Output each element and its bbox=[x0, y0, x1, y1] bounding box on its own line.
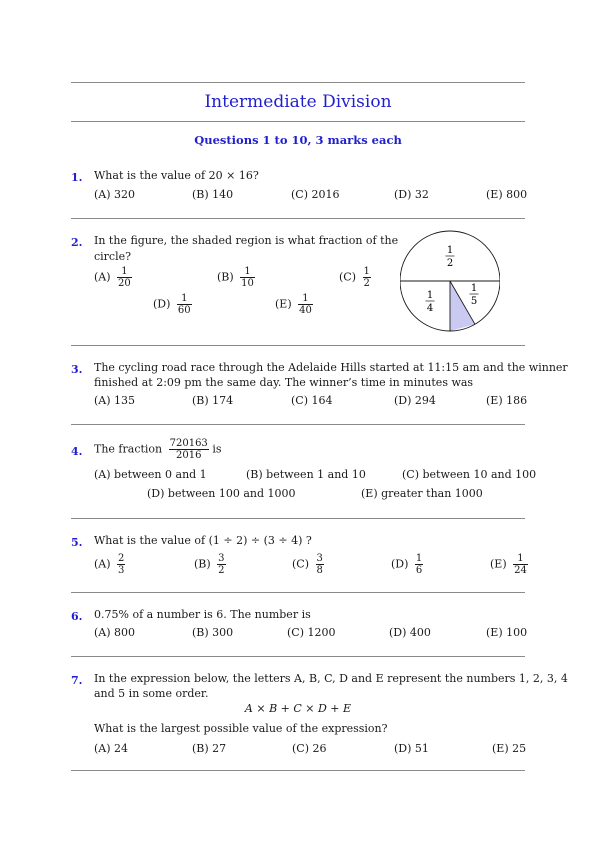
option-c[interactable]: (C) 1200 bbox=[287, 626, 336, 639]
option-e[interactable]: (E) 800 bbox=[486, 188, 528, 201]
option-c[interactable]: (C) 2016 bbox=[291, 188, 340, 201]
option-e[interactable]: (E) 186 bbox=[486, 394, 528, 407]
option-d[interactable]: (D) 51 bbox=[394, 742, 429, 755]
option-b[interactable] bbox=[194, 553, 226, 576]
option-e[interactable] bbox=[275, 293, 313, 316]
option-fraction bbox=[117, 553, 125, 576]
numerator: 2 bbox=[118, 553, 125, 564]
denominator: 2 bbox=[218, 565, 225, 576]
option-letter: (C) bbox=[292, 557, 309, 571]
option-letter: (B) bbox=[217, 270, 234, 284]
option-b[interactable]: (B) 174 bbox=[192, 394, 234, 407]
question-number: 6. bbox=[71, 610, 83, 623]
option-c[interactable] bbox=[292, 553, 324, 576]
half-label-den: 2 bbox=[446, 258, 454, 269]
option-fraction bbox=[513, 553, 528, 576]
numerator: 1 bbox=[302, 293, 309, 304]
denominator: 8 bbox=[316, 565, 323, 576]
option-letter: (E) bbox=[275, 297, 292, 311]
denominator: 2016 bbox=[169, 449, 209, 461]
denominator: 3 bbox=[118, 565, 125, 576]
denominator: 40 bbox=[299, 305, 312, 316]
numerator: 1 bbox=[181, 293, 188, 304]
option-c[interactable]: (C) 26 bbox=[292, 742, 327, 755]
circle-figure bbox=[400, 228, 500, 334]
option-c[interactable] bbox=[339, 266, 371, 289]
divider bbox=[71, 218, 525, 219]
denominator: 60 bbox=[177, 305, 191, 316]
option-letter: (D) bbox=[391, 557, 409, 571]
question-text-line-2: and 5 in some order. bbox=[94, 687, 209, 700]
numerator: 3 bbox=[316, 553, 323, 564]
option-letter: (A) bbox=[94, 557, 111, 571]
divider bbox=[71, 592, 525, 593]
divider bbox=[71, 345, 525, 346]
question-text: 0.75% of a number is 6. The number is bbox=[94, 608, 311, 621]
question-text-line-2: circle? bbox=[94, 250, 132, 263]
question-text-line-1: The cycling road race through the Adelaide Hills started at 11:15 am and the winner bbox=[94, 361, 568, 374]
fifth-label-den: 5 bbox=[470, 296, 478, 307]
section-subtitle: Questions 1 to 10, 3 marks each bbox=[194, 133, 402, 147]
denominator: 24 bbox=[514, 565, 527, 576]
question-number: 4. bbox=[71, 445, 83, 458]
option-a[interactable]: (A) 135 bbox=[94, 394, 136, 407]
numerator: 1 bbox=[121, 266, 128, 277]
title-rule bbox=[71, 121, 525, 122]
numerator: 1 bbox=[363, 266, 370, 277]
option-fraction bbox=[415, 553, 423, 576]
divider bbox=[71, 656, 525, 657]
half-label-num: 1 bbox=[446, 245, 454, 256]
option-d[interactable] bbox=[391, 553, 423, 576]
option-a[interactable]: (A) 24 bbox=[94, 742, 129, 755]
option-d[interactable]: (D) 32 bbox=[394, 188, 429, 201]
option-a[interactable]: (A) 800 bbox=[94, 626, 136, 639]
option-c[interactable]: (C) between 10 and 100 bbox=[402, 468, 537, 481]
option-fraction bbox=[298, 293, 313, 316]
option-b[interactable]: (B) 27 bbox=[192, 742, 227, 755]
option-d[interactable]: (D) 400 bbox=[389, 626, 431, 639]
numerator: 1 bbox=[244, 266, 251, 277]
option-fraction bbox=[240, 266, 255, 289]
fifth-label-num: 1 bbox=[470, 283, 478, 294]
question-suffix: is bbox=[212, 442, 222, 456]
numerator: 1 bbox=[415, 553, 423, 564]
option-b[interactable]: (B) 300 bbox=[192, 626, 234, 639]
option-fraction bbox=[117, 266, 132, 289]
denominator: 2 bbox=[363, 278, 370, 289]
option-letter: (A) bbox=[94, 270, 111, 284]
divider bbox=[71, 770, 525, 771]
question-number: 5. bbox=[71, 536, 83, 549]
page-title: Intermediate Division bbox=[204, 92, 392, 112]
question-number: 7. bbox=[71, 674, 83, 687]
question-number: 3. bbox=[71, 363, 83, 376]
denominator: 20 bbox=[118, 278, 131, 289]
option-e[interactable] bbox=[490, 553, 528, 576]
option-e[interactable]: (E) 25 bbox=[492, 742, 527, 755]
question-text-line-3: What is the largest possible value of the expression? bbox=[94, 722, 388, 735]
option-d[interactable] bbox=[153, 293, 192, 316]
option-d[interactable]: (D) between 100 and 1000 bbox=[147, 487, 296, 500]
option-fraction bbox=[363, 266, 371, 289]
question-text bbox=[94, 438, 221, 461]
question-number: 1. bbox=[71, 171, 83, 184]
option-a[interactable] bbox=[94, 553, 125, 576]
option-e[interactable]: (E) 100 bbox=[486, 626, 528, 639]
question-text: What is the value of 20 × 16? bbox=[94, 169, 259, 182]
divider bbox=[71, 424, 525, 425]
question-text: What is the value of (1 ÷ 2) ÷ (3 ÷ 4) ? bbox=[94, 534, 312, 547]
option-letter: (E) bbox=[490, 557, 507, 571]
option-fraction bbox=[177, 293, 192, 316]
question-text-line-2: finished at 2:09 pm the same day. The winner’s time in minutes was bbox=[94, 376, 474, 389]
top-rule bbox=[71, 82, 525, 83]
quarter-label-den: 4 bbox=[426, 303, 434, 314]
numerator: 3 bbox=[218, 553, 225, 564]
option-b[interactable]: (B) 140 bbox=[192, 188, 234, 201]
numerator: 1 bbox=[517, 553, 524, 564]
option-b[interactable]: (B) between 1 and 10 bbox=[246, 468, 366, 481]
question-text-line-1: In the figure, the shaded region is what fraction of the bbox=[94, 234, 399, 247]
option-letter: (D) bbox=[153, 297, 171, 311]
question-prefix: The fraction bbox=[94, 442, 163, 456]
option-letter: (C) bbox=[339, 270, 356, 284]
denominator: 10 bbox=[241, 278, 254, 289]
question-text-line-1: In the expression below, the letters A, B, C, D and E represent the numbers 1, 2, 3, 4 bbox=[94, 672, 568, 685]
quarter-label-num: 1 bbox=[426, 290, 434, 301]
option-e[interactable]: (E) greater than 1000 bbox=[361, 487, 483, 500]
expression: A × B + C × D + E bbox=[244, 702, 352, 715]
option-d[interactable]: (D) 294 bbox=[394, 394, 436, 407]
divider bbox=[71, 518, 525, 519]
option-b[interactable] bbox=[217, 266, 255, 289]
question-number: 2. bbox=[71, 236, 83, 249]
option-fraction bbox=[217, 553, 225, 576]
option-c[interactable]: (C) 164 bbox=[291, 394, 333, 407]
numerator: 720163 bbox=[169, 438, 208, 449]
option-a[interactable]: (A) between 0 and 1 bbox=[94, 468, 207, 481]
option-fraction bbox=[316, 553, 324, 576]
option-letter: (B) bbox=[194, 557, 211, 571]
option-a[interactable]: (A) 320 bbox=[94, 188, 136, 201]
option-a[interactable] bbox=[94, 266, 132, 289]
question-fraction bbox=[169, 438, 209, 461]
denominator: 6 bbox=[415, 565, 423, 576]
